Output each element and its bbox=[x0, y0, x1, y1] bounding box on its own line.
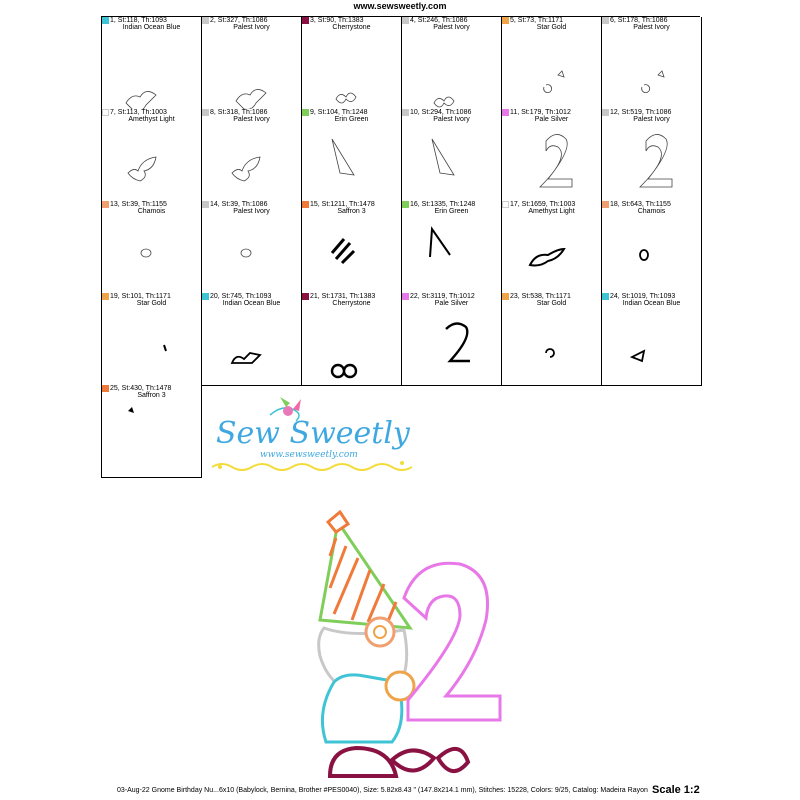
stitch-preview bbox=[502, 17, 601, 109]
color-cell-2 bbox=[202, 17, 302, 110]
cell-thread-name: Indian Ocean Blue bbox=[622, 300, 681, 307]
cell-info: 14, St:39, Th:1086 bbox=[210, 201, 268, 208]
cell-thread-name: Star Gold bbox=[536, 300, 567, 307]
cell-info: 17, St:1659, Th:1003 bbox=[510, 201, 576, 208]
stitch-preview bbox=[402, 293, 501, 385]
stitch-preview bbox=[102, 201, 201, 293]
cell-info: 13, St:39, Th:1155 bbox=[110, 201, 167, 208]
color-cell-3 bbox=[302, 17, 402, 110]
cell-thread-name: Palest Ivory bbox=[233, 208, 270, 215]
stitch-preview bbox=[202, 293, 301, 385]
stitch-preview bbox=[602, 293, 701, 385]
gnome-birthday-design bbox=[300, 510, 540, 780]
cell-info: 10, St:294, Th:1086 bbox=[410, 109, 472, 116]
cell-thread-name: Pale Silver bbox=[534, 116, 569, 123]
stitch-preview bbox=[602, 201, 701, 293]
cell-info: 11, St:179, Th:1012 bbox=[510, 109, 571, 116]
stitch-preview bbox=[302, 109, 401, 201]
cell-info: 19, St:101, Th:1171 bbox=[110, 293, 171, 300]
color-cell-5 bbox=[502, 17, 602, 110]
cell-thread-name: Amethyst Light bbox=[528, 208, 575, 215]
stitch-preview bbox=[402, 201, 501, 293]
cell-info: 16, St:1335, Th:1248 bbox=[410, 201, 476, 208]
stitch-preview bbox=[502, 109, 601, 201]
cell-thread-name: Amethyst Light bbox=[128, 116, 175, 123]
color-cell-15 bbox=[302, 201, 402, 294]
cell-thread-name: Cherrystone bbox=[332, 300, 371, 307]
logo-url: www.sewsweetly.com bbox=[260, 450, 358, 460]
cell-thread-name: Saffron 3 bbox=[137, 392, 166, 399]
cell-info: 6, St:178, Th:1086 bbox=[610, 17, 668, 24]
cell-thread-name: Erin Green bbox=[434, 208, 469, 215]
stitch-preview bbox=[102, 293, 201, 385]
scale-label: Scale 1:2 bbox=[652, 784, 700, 796]
cell-thread-name: Palest Ivory bbox=[233, 116, 270, 123]
stitch-preview bbox=[502, 201, 601, 293]
site-url: www.sewsweetly.com bbox=[353, 1, 447, 11]
color-cell-22 bbox=[402, 293, 502, 386]
cell-info: 24, St:1019, Th:1093 bbox=[610, 293, 676, 300]
cell-thread-name: Star Gold bbox=[536, 24, 567, 31]
cell-thread-name: Palest Ivory bbox=[633, 116, 670, 123]
cell-info: 1, St:118, Th:1093 bbox=[110, 17, 167, 24]
color-cell-18 bbox=[602, 201, 702, 294]
cell-info: 7, St:113, Th:1003 bbox=[110, 109, 167, 116]
stitch-preview bbox=[602, 109, 701, 201]
sew-sweetly-logo bbox=[212, 395, 412, 475]
color-cell-24 bbox=[602, 293, 702, 386]
footer-info: 03-Aug-22 Gnome Birthday Nu...6x10 (Babylock, Bernina, Brother #PES0040), Size: 5.82x8.43 " (147.8x214.1 mm), Stitches: 15228, Colors: 9/25, Catalog: Madeira Rayon bbox=[117, 787, 648, 794]
color-cell-14 bbox=[202, 201, 302, 294]
cell-thread-name: Star Gold bbox=[136, 300, 167, 307]
cell-thread-name: Pale Silver bbox=[434, 300, 469, 307]
stitch-preview bbox=[202, 17, 301, 109]
cell-info: 2, St:327, Th:1086 bbox=[210, 17, 268, 24]
cell-info: 20, St:745, Th:1093 bbox=[210, 293, 272, 300]
color-cell-10 bbox=[402, 109, 502, 202]
cell-thread-name: Indian Ocean Blue bbox=[222, 300, 281, 307]
color-cell-12 bbox=[602, 109, 702, 202]
cell-info: 8, St:318, Th:1086 bbox=[210, 109, 268, 116]
cell-info: 3, St:90, Th:1383 bbox=[310, 17, 364, 24]
stitch-preview bbox=[302, 201, 401, 293]
stitch-preview bbox=[302, 17, 401, 109]
color-cell-11 bbox=[502, 109, 602, 202]
color-cell-19 bbox=[102, 293, 202, 386]
cell-info: 15, St:1211, Th:1478 bbox=[310, 201, 375, 208]
stitch-preview bbox=[202, 109, 301, 201]
stitch-preview bbox=[602, 17, 701, 109]
cell-info: 4, St:246, Th:1086 bbox=[410, 17, 468, 24]
cell-thread-name: Cherrystone bbox=[332, 24, 371, 31]
color-cell-13 bbox=[102, 201, 202, 294]
color-cell-20 bbox=[202, 293, 302, 386]
color-cell-1 bbox=[102, 17, 202, 110]
color-cell-7 bbox=[102, 109, 202, 202]
cell-info: 22, St:3119, Th:1012 bbox=[410, 293, 475, 300]
color-cell-8 bbox=[202, 109, 302, 202]
stitch-preview bbox=[102, 109, 201, 201]
color-cell-9 bbox=[302, 109, 402, 202]
stitch-preview bbox=[402, 17, 501, 109]
stitch-preview bbox=[102, 17, 201, 109]
color-cell-16 bbox=[402, 201, 502, 294]
stitch-preview bbox=[102, 385, 201, 477]
cell-thread-name: Palest Ivory bbox=[233, 24, 270, 31]
cell-thread-name: Chamois bbox=[137, 208, 166, 215]
cell-info: 25, St:430, Th:1478 bbox=[110, 385, 172, 392]
cell-thread-name: Chamois bbox=[637, 208, 666, 215]
cell-info: 5, St:73, Th:1171 bbox=[510, 17, 564, 24]
cell-thread-name: Palest Ivory bbox=[633, 24, 670, 31]
cell-info: 9, St:104, Th:1248 bbox=[310, 109, 368, 116]
color-cell-4 bbox=[402, 17, 502, 110]
cell-info: 21, St:1731, Th:1383 bbox=[310, 293, 376, 300]
cell-info: 18, St:643, Th:1155 bbox=[610, 201, 671, 208]
color-cell-6 bbox=[602, 17, 702, 110]
color-cell-23 bbox=[502, 293, 602, 386]
stitch-preview bbox=[302, 293, 401, 385]
cell-info: 12, St:519, Th:1086 bbox=[610, 109, 672, 116]
cell-thread-name: Saffron 3 bbox=[337, 208, 366, 215]
cell-thread-name: Indian Ocean Blue bbox=[122, 24, 181, 31]
stitch-preview bbox=[502, 293, 601, 385]
color-cell-17 bbox=[502, 201, 602, 294]
cell-thread-name: Erin Green bbox=[334, 116, 369, 123]
logo-wordmark: Sew Sweetly bbox=[216, 416, 410, 451]
cell-info: 23, St:538, Th:1171 bbox=[510, 293, 571, 300]
stitch-preview bbox=[202, 201, 301, 293]
color-cell-21 bbox=[302, 293, 402, 386]
cell-thread-name: Palest Ivory bbox=[433, 116, 470, 123]
cell-thread-name: Palest Ivory bbox=[433, 24, 470, 31]
stitch-preview bbox=[402, 109, 501, 201]
color-cell-25 bbox=[102, 385, 202, 478]
